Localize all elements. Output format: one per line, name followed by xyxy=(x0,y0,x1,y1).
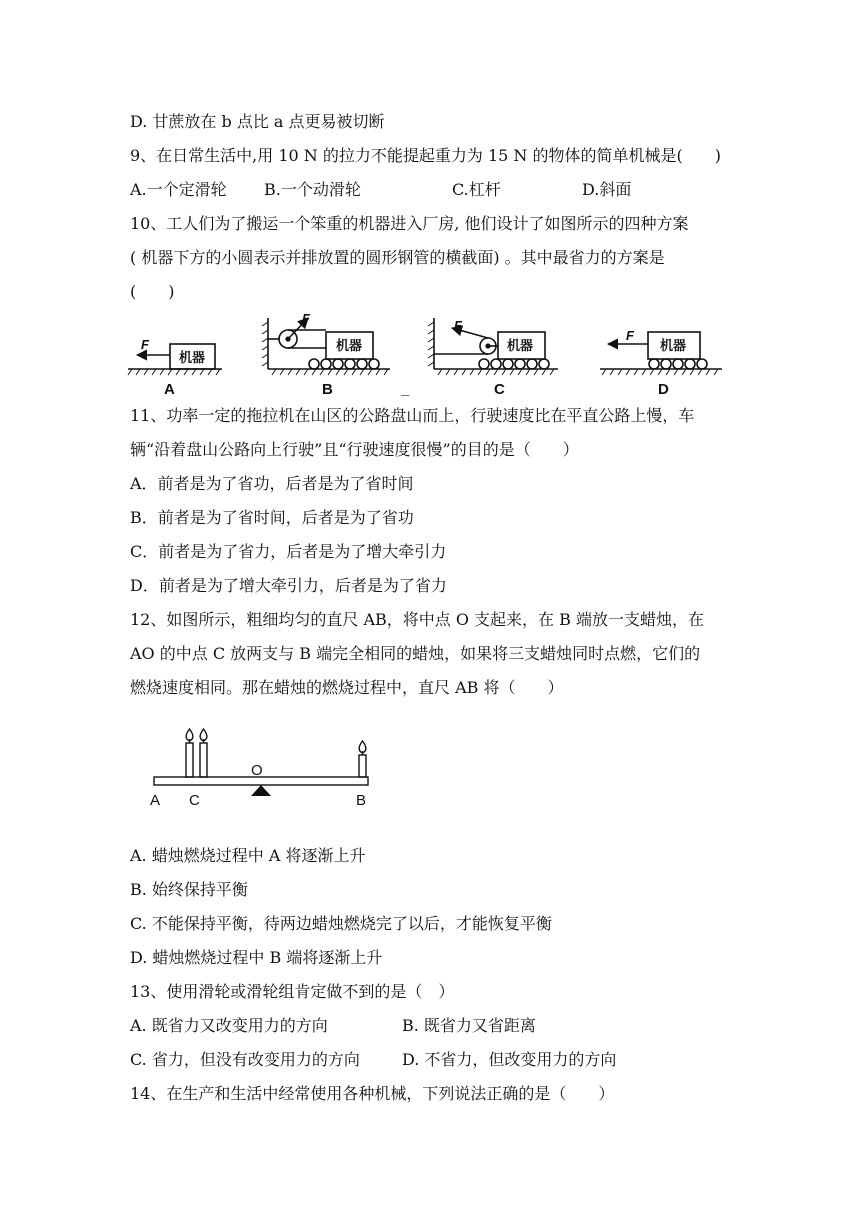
q12-candle-c1 xyxy=(186,729,193,777)
q8-option-d: D. 甘蔗放在 b 点比 a 点更易被切断 xyxy=(130,112,385,131)
q12-option-c: C. 不能保持平衡，待两边蜡烛燃烧完了以后，才能恢复平衡 xyxy=(130,914,552,933)
q10-stem-line3: ( ) xyxy=(130,282,175,301)
q12-label-b: B xyxy=(356,792,367,809)
q10-panel-label-c: C xyxy=(494,381,505,396)
q10-machine-label-d: 机器 xyxy=(660,338,687,353)
q12-stem-line2: AO 的中点 C 放两支与 B 端完全相同的蜡烛，如果将三支蜡烛同时点燃，它们的 xyxy=(130,644,701,663)
q11-option-d: D．前者是为了增大牵引力，后者是为了省力 xyxy=(130,576,447,595)
q12-stem-line1: 12、如图所示，粗细均匀的直尺 AB，将中点 O 支起来，在 B 端放一支蜡烛，在 xyxy=(130,610,704,629)
q10-force-label-c: F xyxy=(454,318,462,333)
q10-panel-label-a: A xyxy=(164,381,175,396)
q13-option-b: B. 既省力又省距离 xyxy=(402,1016,536,1035)
q12-option-b: B. 始终保持平衡 xyxy=(130,880,248,899)
q9-option-c: C.杠杆 xyxy=(452,180,501,199)
q12-label-c: C xyxy=(189,792,200,809)
q12-option-a: A. 蜡烛燃烧过程中 A 将逐渐上升 xyxy=(130,846,366,865)
q11-option-c: C．前者是为了省力，后者是为了增大牵引力 xyxy=(130,542,447,561)
q10-machine-label-a: 机器 xyxy=(179,350,206,365)
q10-figure xyxy=(126,310,736,396)
q12-candle-c2 xyxy=(200,729,207,777)
q10-machine-label-b: 机器 xyxy=(336,338,363,353)
q13-stem: 13、使用滑轮或滑轮组肯定做不到的是（ ） xyxy=(130,982,455,1001)
q10-force-label-d: F xyxy=(626,328,634,343)
q12-label-o: O xyxy=(251,762,263,779)
q12-figure xyxy=(148,725,378,811)
q11-stem-line2: 辆“沿着盘山公路向上行驶”且“行驶速度很慢”的目的是（ ） xyxy=(130,440,579,459)
q10-machine-label-c: 机器 xyxy=(507,338,534,353)
q10-panel-b xyxy=(262,318,390,375)
q11-option-a: A．前者是为了省功，后者是为了省时间 xyxy=(130,474,414,493)
q10-force-label-b: F xyxy=(302,311,310,326)
q10-stray-mark: _ xyxy=(401,381,410,396)
q13-options-row1 xyxy=(130,1016,536,1036)
q13-option-c: C. 省力，但没有改变用力的方向 xyxy=(130,1050,360,1069)
q10-stem-line1: 10、工人们为了搬运一个笨重的机器进入厂房, 他们设计了如图所示的四种方案 xyxy=(130,214,689,233)
q9-options xyxy=(130,180,631,200)
q14-stem: 14、在生产和生活中经常使用各种机械，下列说法正确的是（ ） xyxy=(130,1084,615,1103)
q13-options-row2 xyxy=(130,1050,616,1070)
q10-stem-line2: ( 机器下方的小圆表示并排放置的圆形钢管的横截面) 。其中最省力的方案是 xyxy=(130,248,665,267)
q12-fulcrum xyxy=(251,785,271,796)
q12-option-d: D. 蜡烛燃烧过程中 B 端将逐渐上升 xyxy=(130,948,383,967)
q9-option-b: B.一个动滑轮 xyxy=(264,180,361,199)
q9-option-d: D.斜面 xyxy=(582,180,632,199)
q13-option-a: A. 既省力又改变用力的方向 xyxy=(130,1016,328,1035)
q10-panel-c xyxy=(428,318,558,375)
q10-panel-label-b: B xyxy=(322,381,333,396)
q12-candle-b xyxy=(359,741,366,777)
q11-stem-line1: 11、功率一定的拖拉机在山区的公路盘山而上，行驶速度比在平直公路上慢，车 xyxy=(130,406,695,425)
q13-option-d: D. 不省力，但改变用力的方向 xyxy=(402,1050,617,1069)
q11-option-b: B．前者是为了省时间，后者是为了省功 xyxy=(130,508,414,527)
q12-stem-line3: 燃烧速度相同。那在蜡烛的燃烧过程中，直尺 AB 将（ ） xyxy=(130,678,564,697)
q9-stem: 9、在日常生活中,用 10 N 的拉力不能提起重力为 15 N 的物体的简单机械是( ) xyxy=(130,146,721,165)
q10-force-label-a: F xyxy=(141,337,149,352)
q10-panel-label-d: D xyxy=(658,381,669,396)
q12-label-a: A xyxy=(150,792,161,809)
q9-option-a: A.一个定滑轮 xyxy=(130,180,227,199)
